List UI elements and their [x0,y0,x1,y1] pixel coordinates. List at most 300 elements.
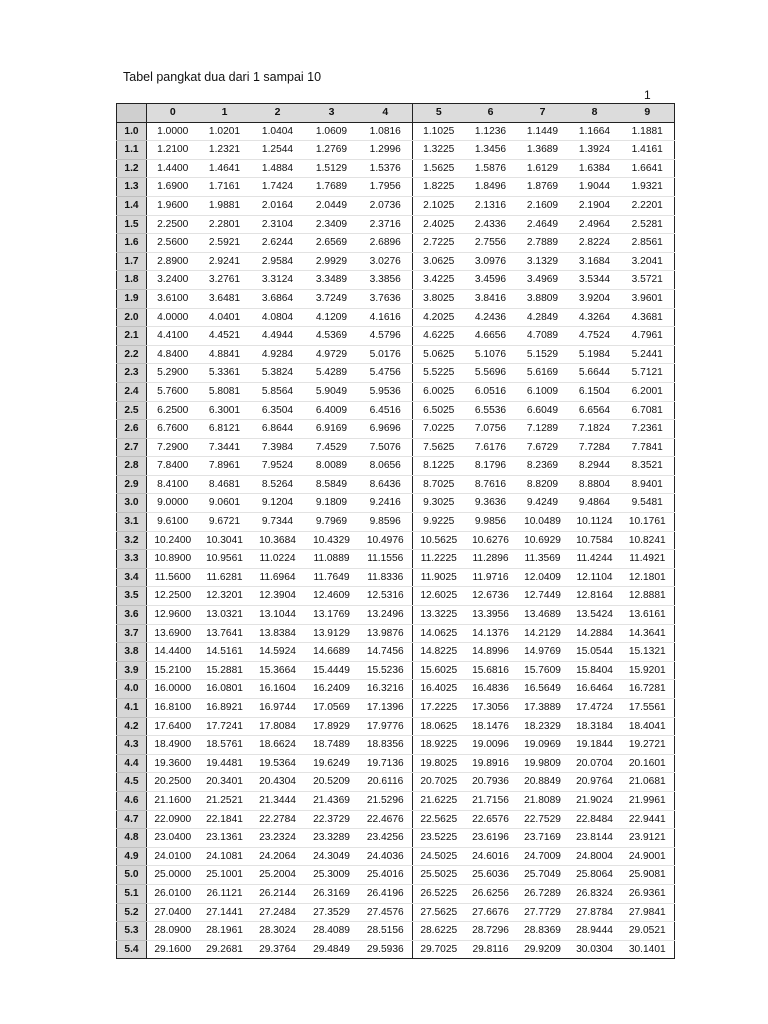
table-cell: 24.2064 [251,847,305,866]
table-cell: 3.3856 [359,271,413,290]
table-cell: 10.1761 [621,513,675,532]
table-cell: 10.2400 [147,531,199,550]
table-cell: 24.5025 [413,847,465,866]
table-cell: 2.6244 [251,234,305,253]
table-cell: 23.7169 [517,829,569,848]
table-cell: 6.1504 [569,382,621,401]
row-label: 1.9 [117,289,147,308]
table-cell: 15.6025 [413,661,465,680]
table-cell: 8.3521 [621,457,675,476]
table-cell: 5.9536 [359,382,413,401]
row-label: 1.2 [117,159,147,178]
table-cell: 12.7449 [517,587,569,606]
table-cell: 1.4641 [199,159,251,178]
table-cell: 5.1529 [517,345,569,364]
table-row [117,643,675,662]
table-cell: 1.5876 [465,159,517,178]
table-cell: 1.3689 [517,141,569,160]
table-cell: 3.7636 [359,289,413,308]
table-cell: 2.5600 [147,234,199,253]
table-cell: 18.8356 [359,736,413,755]
table-cell: 15.9201 [621,661,675,680]
table-cell: 6.9169 [305,420,359,439]
table-cell: 12.5316 [359,587,413,606]
table-cell: 29.0521 [621,922,675,941]
table-cell: 2.2201 [621,196,675,215]
table-cell: 24.0100 [147,847,199,866]
table-cell: 28.6225 [413,922,465,941]
table-cell: 8.9401 [621,475,675,494]
table-row [117,606,675,625]
table-cell: 2.2500 [147,215,199,234]
table-row [117,940,675,959]
table-cell: 5.0625 [413,345,465,364]
table-cell: 2.5281 [621,215,675,234]
table-cell: 12.0409 [517,568,569,587]
table-cell: 22.5625 [413,810,465,829]
row-label: 2.1 [117,327,147,346]
table-cell: 4.2436 [465,308,517,327]
table-cell: 20.3401 [199,773,251,792]
table-cell: 2.1316 [465,196,517,215]
table-cell: 19.9809 [517,754,569,773]
table-cell: 22.8484 [569,810,621,829]
table-cell: 11.6281 [199,568,251,587]
table-cell: 14.5161 [199,643,251,662]
table-cell: 1.1664 [569,122,621,141]
table-row [117,773,675,792]
table-cell: 21.0681 [621,773,675,792]
table-row [117,364,675,383]
table-cell: 13.2496 [359,606,413,625]
table-cell: 2.4336 [465,215,517,234]
table-row [117,866,675,885]
table-cell: 1.2544 [251,141,305,160]
table-cell: 8.4681 [199,475,251,494]
table-cell: 28.0900 [147,922,199,941]
table-cell: 6.5536 [465,401,517,420]
row-label: 2.6 [117,420,147,439]
table-cell: 1.0816 [359,122,413,141]
table-cell: 5.1076 [465,345,517,364]
row-label: 1.5 [117,215,147,234]
table-cell: 14.9769 [517,643,569,662]
table-row [117,308,675,327]
table-cell: 19.0969 [517,736,569,755]
table-cell: 6.2001 [621,382,675,401]
table-cell: 26.8324 [569,884,621,903]
table-cell: 24.9001 [621,847,675,866]
table-cell: 4.5796 [359,327,413,346]
row-label: 2.4 [117,382,147,401]
table-cell: 11.7649 [305,568,359,587]
table-cell: 8.4100 [147,475,199,494]
table-row [117,438,675,457]
table-cell: 5.6644 [569,364,621,383]
table-cell: 8.7616 [465,475,517,494]
table-cell: 9.1809 [305,494,359,513]
table-cell: 2.9241 [199,252,251,271]
table-cell: 3.3489 [305,271,359,290]
table-cell: 1.7956 [359,178,413,197]
table-cell: 24.4036 [359,847,413,866]
table-cell: 23.5225 [413,829,465,848]
table-cell: 4.9729 [305,345,359,364]
table-cell: 1.4400 [147,159,199,178]
table-cell: 5.3824 [251,364,305,383]
table-cell: 9.9225 [413,513,465,532]
table-cell: 3.2761 [199,271,251,290]
table-cell: 2.5921 [199,234,251,253]
table-cell: 13.8384 [251,624,305,643]
table-cell: 24.7009 [517,847,569,866]
row-label: 3.0 [117,494,147,513]
row-label: 2.8 [117,457,147,476]
table-cell: 6.3001 [199,401,251,420]
table-row [117,475,675,494]
table-cell: 27.6676 [465,903,517,922]
table-cell: 21.2521 [199,791,251,810]
table-cell: 13.4689 [517,606,569,625]
table-cell: 19.3600 [147,754,199,773]
row-label: 2.9 [117,475,147,494]
table-cell: 15.2881 [199,661,251,680]
row-label: 4.2 [117,717,147,736]
table-cell: 29.8116 [465,940,517,959]
table-cell: 2.4025 [413,215,465,234]
table-cell: 27.8784 [569,903,621,922]
table-cell: 4.4944 [251,327,305,346]
table-cell: 12.9600 [147,606,199,625]
table-cell: 25.2004 [251,866,305,885]
table-cell: 17.9776 [359,717,413,736]
table-cell: 10.5625 [413,531,465,550]
table-row [117,513,675,532]
table-cell: 23.4256 [359,829,413,848]
table-cell: 12.6736 [465,587,517,606]
table-cell: 11.0224 [251,550,305,569]
table-cell: 21.3444 [251,791,305,810]
row-label: 5.0 [117,866,147,885]
table-cell: 1.9044 [569,178,621,197]
table-cell: 13.1044 [251,606,305,625]
table-cell: 20.4304 [251,773,305,792]
table-cell: 17.0569 [305,699,359,718]
table-cell: 8.1225 [413,457,465,476]
table-cell: 13.9129 [305,624,359,643]
table-cell: 4.6225 [413,327,465,346]
table-cell: 26.0100 [147,884,199,903]
table-cell: 16.8921 [199,699,251,718]
row-label: 3.2 [117,531,147,550]
table-cell: 1.8496 [465,178,517,197]
table-cell: 10.9561 [199,550,251,569]
table-row [117,680,675,699]
table-cell: 1.3924 [569,141,621,160]
table-cell: 1.9321 [621,178,675,197]
table-cell: 8.1796 [465,457,517,476]
table-cell: 6.6049 [517,401,569,420]
table-cell: 4.1616 [359,308,413,327]
table-cell: 14.4400 [147,643,199,662]
table-cell: 20.7025 [413,773,465,792]
table-row [117,457,675,476]
table-row [117,196,675,215]
table-cell: 10.6276 [465,531,517,550]
table-cell: 7.0756 [465,420,517,439]
table-cell: 13.6900 [147,624,199,643]
column-header: 9 [621,104,675,123]
table-cell: 14.2129 [517,624,569,643]
table-cell: 2.8900 [147,252,199,271]
table-cell: 3.5721 [621,271,675,290]
row-label: 2.0 [117,308,147,327]
table-cell: 2.6896 [359,234,413,253]
table-row [117,754,675,773]
table-cell: 3.1329 [517,252,569,271]
table-cell: 11.4921 [621,550,675,569]
table-cell: 28.4089 [305,922,359,941]
table-cell: 22.7529 [517,810,569,829]
row-label: 4.6 [117,791,147,810]
table-cell: 6.1009 [517,382,569,401]
table-cell: 28.9444 [569,922,621,941]
table-cell: 15.8404 [569,661,621,680]
table-cell: 26.1121 [199,884,251,903]
table-cell: 5.9049 [305,382,359,401]
table-cell: 8.8209 [517,475,569,494]
table-cell: 2.7225 [413,234,465,253]
table-cell: 28.3024 [251,922,305,941]
table-cell: 27.0400 [147,903,199,922]
table-cell: 27.9841 [621,903,675,922]
table-cell: 20.0704 [569,754,621,773]
column-header: 5 [413,104,465,123]
table-cell: 6.7600 [147,420,199,439]
table-cell: 14.8225 [413,643,465,662]
table-cell: 7.8400 [147,457,199,476]
table-cell: 3.4969 [517,271,569,290]
row-label: 2.3 [117,364,147,383]
table-cell: 6.8121 [199,420,251,439]
table-cell: 22.6576 [465,810,517,829]
table-cell: 7.2361 [621,420,675,439]
table-cell: 5.8564 [251,382,305,401]
table-cell: 10.4976 [359,531,413,550]
table-cell: 19.0096 [465,736,517,755]
table-row [117,736,675,755]
table-cell: 16.4836 [465,680,517,699]
row-label: 1.6 [117,234,147,253]
table-cell: 16.8100 [147,699,199,718]
table-cell: 12.8164 [569,587,621,606]
row-label: 4.4 [117,754,147,773]
row-label: 1.8 [117,271,147,290]
row-label: 2.5 [117,401,147,420]
table-row [117,903,675,922]
table-cell: 7.2900 [147,438,199,457]
table-cell: 6.4009 [305,401,359,420]
table-row [117,289,675,308]
table-row [117,884,675,903]
table-cell: 4.4521 [199,327,251,346]
table-cell: 19.5364 [251,754,305,773]
table-cell: 7.1824 [569,420,621,439]
table-cell: 25.7049 [517,866,569,885]
table-cell: 6.2500 [147,401,199,420]
table-cell: 29.1600 [147,940,199,959]
table-cell: 21.8089 [517,791,569,810]
table-cell: 19.7136 [359,754,413,773]
table-cell: 18.6624 [251,736,305,755]
table-cell: 6.3504 [251,401,305,420]
table-cell: 14.2884 [569,624,621,643]
table-cell: 1.5625 [413,159,465,178]
table-cell: 30.1401 [621,940,675,959]
table-cell: 7.3984 [251,438,305,457]
table-cell: 1.9881 [199,196,251,215]
table-cell: 5.5696 [465,364,517,383]
table-cell: 19.4481 [199,754,251,773]
table-cell: 29.5936 [359,940,413,959]
table-cell: 4.8400 [147,345,199,364]
table-cell: 2.9584 [251,252,305,271]
table-cell: 7.6729 [517,438,569,457]
table-cell: 6.0025 [413,382,465,401]
table-cell: 3.6481 [199,289,251,308]
table-cell: 9.7344 [251,513,305,532]
table-row [117,345,675,364]
table-cell: 17.6400 [147,717,199,736]
row-label: 1.3 [117,178,147,197]
table-row [117,699,675,718]
table-cell: 10.3041 [199,531,251,550]
row-label: 3.3 [117,550,147,569]
table-cell: 8.0089 [305,457,359,476]
table-cell: 11.3569 [517,550,569,569]
table-cell: 16.7281 [621,680,675,699]
corner-cell [117,104,147,123]
table-cell: 5.5225 [413,364,465,383]
table-cell: 11.5600 [147,568,199,587]
table-cell: 6.5025 [413,401,465,420]
column-header: 7 [517,104,569,123]
table-cell: 7.6176 [465,438,517,457]
table-cell: 1.0609 [305,122,359,141]
table-cell: 2.9929 [305,252,359,271]
table-cell: 17.3056 [465,699,517,718]
table-cell: 13.3225 [413,606,465,625]
table-cell: 16.3216 [359,680,413,699]
table-cell: 17.8084 [251,717,305,736]
table-cell: 8.7025 [413,475,465,494]
table-cell: 22.4676 [359,810,413,829]
table-cell: 12.4609 [305,587,359,606]
table-cell: 25.9081 [621,866,675,885]
table-cell: 1.4161 [621,141,675,160]
table-cell: 4.5369 [305,327,359,346]
table-cell: 26.7289 [517,884,569,903]
table-cell: 1.0201 [199,122,251,141]
table-cell: 2.1904 [569,196,621,215]
table-cell: 12.2500 [147,587,199,606]
row-label: 1.7 [117,252,147,271]
table-cell: 13.3956 [465,606,517,625]
table-cell: 10.4329 [305,531,359,550]
row-label: 3.9 [117,661,147,680]
table-cell: 2.0736 [359,196,413,215]
table-cell: 8.0656 [359,457,413,476]
table-cell: 10.3684 [251,531,305,550]
table-cell: 2.1609 [517,196,569,215]
table-cell: 18.5761 [199,736,251,755]
table-cell: 21.9961 [621,791,675,810]
table-cell: 24.3049 [305,847,359,866]
table-cell: 27.1441 [199,903,251,922]
column-header: 6 [465,104,517,123]
table-cell: 18.0625 [413,717,465,736]
table-cell: 1.2321 [199,141,251,160]
table-cell: 15.3664 [251,661,305,680]
table-cell: 25.1001 [199,866,251,885]
table-cell: 9.8596 [359,513,413,532]
table-cell: 5.1984 [569,345,621,364]
table-cell: 27.7729 [517,903,569,922]
table-row [117,810,675,829]
table-cell: 13.9876 [359,624,413,643]
table-cell: 12.1104 [569,568,621,587]
row-label: 5.3 [117,922,147,941]
table-cell: 19.8025 [413,754,465,773]
table-cell: 19.6249 [305,754,359,773]
row-label: 5.2 [117,903,147,922]
table-cell: 21.1600 [147,791,199,810]
table-cell: 11.9716 [465,568,517,587]
table-cell: 7.7841 [621,438,675,457]
table-cell: 2.3409 [305,215,359,234]
table-cell: 20.8849 [517,773,569,792]
table-cell: 17.1396 [359,699,413,718]
table-cell: 1.8769 [517,178,569,197]
table-cell: 10.8241 [621,531,675,550]
table-cell: 25.8064 [569,866,621,885]
table-cell: 8.2369 [517,457,569,476]
table-cell: 9.9856 [465,513,517,532]
column-header: 1 [199,104,251,123]
table-cell: 14.3641 [621,624,675,643]
table-cell: 11.9025 [413,568,465,587]
table-row [117,122,675,141]
table-cell: 12.8881 [621,587,675,606]
table-cell: 1.2100 [147,141,199,160]
table-cell: 10.1124 [569,513,621,532]
table-cell: 12.3201 [199,587,251,606]
table-cell: 20.9764 [569,773,621,792]
table-cell: 15.5236 [359,661,413,680]
table-cell: 17.3889 [517,699,569,718]
table-cell: 26.3169 [305,884,359,903]
page-number: 1 [644,88,651,102]
table-cell: 9.0601 [199,494,251,513]
table-cell: 4.0000 [147,308,199,327]
table-cell: 4.2025 [413,308,465,327]
table-cell: 22.0900 [147,810,199,829]
table-cell: 3.4596 [465,271,517,290]
table-cell: 1.2996 [359,141,413,160]
table-row [117,141,675,160]
table-cell: 4.1209 [305,308,359,327]
table-row [117,271,675,290]
